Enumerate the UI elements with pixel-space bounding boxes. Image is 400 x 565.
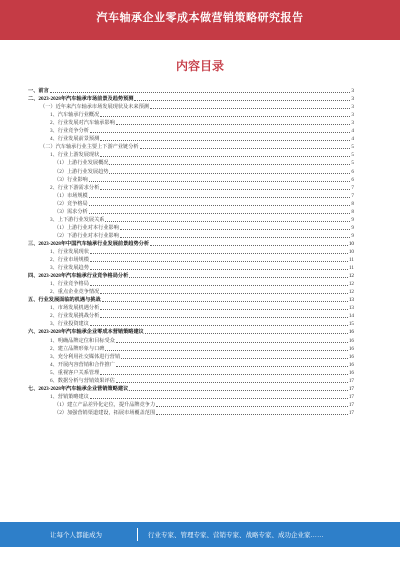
- footer-slogan-right: 行业专家、管理专家、营销专家、战略专家、成功企业家……: [148, 532, 324, 539]
- toc-entry-page: 3: [351, 112, 354, 119]
- toc-entry[interactable]: [28, 263, 354, 271]
- toc-entry-label: 四、2023-2028年汽车轴承行业竞争格局分析: [28, 273, 129, 280]
- toc-leader-dots: [116, 382, 348, 383]
- toc-entry-label: 2、行业发展对汽车轴承影响: [50, 120, 115, 127]
- toc-entry[interactable]: [28, 303, 354, 311]
- toc-entry-label: （2）下游行业对本行业影响: [54, 232, 119, 239]
- toc-entry-label: 2、建立品牌形象与口碑: [50, 345, 105, 352]
- toc-leader-dots: [100, 140, 350, 141]
- toc-entry-page: 5: [351, 160, 354, 167]
- toc-entry-page: 12: [348, 281, 354, 288]
- toc-entry[interactable]: [28, 142, 354, 150]
- toc-entry-label: 3、行业投资建议: [50, 321, 89, 328]
- toc-entry-page: 9: [351, 216, 354, 223]
- toc-entry-label: 4、行业发展前景预测: [50, 136, 100, 143]
- toc-entry[interactable]: [28, 175, 354, 183]
- toc-leader-dots: [109, 173, 350, 174]
- toc-entry-label: 1、行业竞争格局: [50, 281, 89, 288]
- toc-entry[interactable]: [28, 352, 354, 360]
- toc-entry-label: （3）需求分析: [54, 208, 88, 215]
- toc-leader-dots: [102, 301, 348, 302]
- toc-entry-page: 8: [351, 200, 354, 207]
- toc-title: 内容目录: [175, 59, 224, 73]
- toc-entry[interactable]: [28, 319, 354, 327]
- toc-entry-page: 7: [351, 192, 354, 199]
- toc-entry-label: （1）上游行业发展概况: [54, 160, 109, 167]
- toc-entry[interactable]: [28, 360, 354, 368]
- toc-entry[interactable]: [28, 150, 354, 158]
- toc-entry-label: 1、明确品牌定位和目标受众: [50, 337, 115, 344]
- toc-leader-dots: [116, 124, 351, 125]
- toc-entry-label: 五、行业发展面临的机遇与挑战: [28, 297, 101, 304]
- toc-entry[interactable]: [28, 231, 354, 239]
- toc-entry-label: 1、市场发展机遇分析: [50, 305, 100, 312]
- toc-entry-page: 12: [348, 289, 354, 296]
- toc-entry-page: 16: [348, 369, 354, 376]
- toc-leader-dots: [140, 148, 351, 149]
- toc-entry[interactable]: [28, 247, 354, 255]
- toc-entry-page: 15: [348, 321, 354, 328]
- toc-entry[interactable]: [28, 207, 354, 215]
- toc-entry-label: 一、前言: [28, 88, 49, 95]
- toc-entry-page: 16: [348, 361, 354, 368]
- toc-entry-label: （一）近年来汽车轴承市场发展现状及未来预测: [40, 104, 149, 111]
- toc-entry-label: 2、行业下游需求分析: [50, 184, 100, 191]
- toc-entry-page: 3: [351, 88, 354, 95]
- toc-leader-dots: [156, 406, 348, 407]
- toc-leader-dots: [100, 189, 350, 190]
- toc-entry-page: 17: [348, 385, 354, 392]
- toc-leader-dots: [145, 333, 348, 334]
- toc-leader-dots: [156, 414, 348, 415]
- toc-leader-dots: [90, 269, 348, 270]
- toc-entry[interactable]: [28, 392, 354, 400]
- toc-entry-page: 9: [351, 224, 354, 231]
- toc-entry-page: 17: [348, 393, 354, 400]
- toc-entry-label: 七、2023-2028年汽车轴承企业营销策略建议: [28, 385, 129, 392]
- toc-entry-label: （3）行业影响: [54, 176, 88, 183]
- toc-entry-page: 16: [348, 337, 354, 344]
- toc-entry[interactable]: [28, 166, 354, 174]
- toc-entry-page: 6: [351, 168, 354, 175]
- footer-banner: [0, 522, 400, 547]
- toc-entry[interactable]: [28, 384, 354, 392]
- toc-entry-page: 11: [349, 257, 354, 264]
- toc-leader-dots: [90, 132, 350, 133]
- toc-entry-page: 8: [351, 208, 354, 215]
- toc-entry-page: 3: [351, 96, 354, 103]
- toc-entry[interactable]: [28, 94, 354, 102]
- toc-entry-page: 4: [351, 128, 354, 135]
- toc-leader-dots: [50, 92, 351, 93]
- toc-entry-label: 4、开展内容营销和合作推广: [50, 361, 115, 368]
- toc-entry[interactable]: [28, 126, 354, 134]
- toc-entry-label: 3、行业发展趋势: [50, 265, 89, 272]
- toc-entry-page: 14: [348, 313, 354, 320]
- toc-leader-dots: [89, 205, 351, 206]
- toc-entry[interactable]: [28, 344, 354, 352]
- toc-leader-dots: [100, 293, 348, 294]
- toc-entry[interactable]: [28, 408, 354, 416]
- header-banner: [0, 0, 400, 40]
- toc-entry-label: （1）上游行业对本行业影响: [54, 224, 119, 231]
- toc-entry-label: （1）建立产品差异化定位，提升品牌竞争力: [54, 401, 156, 408]
- toc-entry[interactable]: [28, 110, 354, 118]
- toc-entry-label: 六、2023-2028年汽车轴承企业零成本营销策略建议: [28, 329, 144, 336]
- toc-entry-page: 10: [348, 248, 354, 255]
- toc-leader-dots: [90, 261, 348, 262]
- toc-leader-dots: [100, 317, 348, 318]
- toc-entry-page: 17: [348, 401, 354, 408]
- toc-leader-dots: [89, 213, 351, 214]
- toc-leader-dots: [116, 366, 348, 367]
- toc-leader-dots: [100, 374, 348, 375]
- toc-entry[interactable]: [28, 191, 354, 199]
- toc-entry-label: （2）竞争格局: [54, 200, 88, 207]
- toc-entry-page: 3: [351, 104, 354, 111]
- toc-entry[interactable]: [28, 223, 354, 231]
- toc-entry-label: 1、营销策略建议: [50, 393, 89, 400]
- toc-leader-dots: [129, 277, 348, 278]
- footer-slogan-left: 让每个人都能成为: [50, 532, 102, 539]
- toc-leader-dots: [120, 229, 351, 230]
- toc-entry-label: （2）上游行业发展趋势: [54, 168, 109, 175]
- toc-entry-page: 16: [348, 353, 354, 360]
- toc-entry[interactable]: [28, 255, 354, 263]
- toc-leader-dots: [121, 358, 348, 359]
- toc-entry[interactable]: [28, 376, 354, 384]
- toc-entry[interactable]: [28, 199, 354, 207]
- toc-leader-dots: [120, 237, 351, 238]
- toc-entry-page: 17: [348, 377, 354, 384]
- toc-entry-page: 17: [348, 409, 354, 416]
- toc-leader-dots: [150, 245, 348, 246]
- toc-leader-dots: [100, 156, 350, 157]
- toc-entry-label: 2、行业市场规模: [50, 257, 89, 264]
- toc-entry-page: 16: [348, 345, 354, 352]
- toc-entry[interactable]: [28, 102, 354, 110]
- toc-entry[interactable]: [28, 279, 354, 287]
- toc-entry-label: （1）市场规模: [54, 192, 88, 199]
- toc-leader-dots: [105, 350, 347, 351]
- toc-entry-page: 6: [351, 176, 354, 183]
- toc-entry-label: 2、行业发展挑战分析: [50, 313, 100, 320]
- toc-leader-dots: [109, 164, 350, 165]
- toc-entry-page: 4: [351, 136, 354, 143]
- toc-entry-label: 5、重视客户关系管理: [50, 369, 100, 376]
- toc-entry-label: 2、重点企业竞争情况: [50, 289, 100, 296]
- toc-entry[interactable]: [28, 134, 354, 142]
- toc-entry-page: 7: [351, 184, 354, 191]
- toc-entry[interactable]: [28, 271, 354, 279]
- toc-leader-dots: [90, 285, 348, 286]
- toc-entry-label: 二、2023-2028年汽车轴承市场前景及趋势预测: [28, 96, 134, 103]
- toc-entry-page: 5: [351, 144, 354, 151]
- toc-leader-dots: [105, 221, 350, 222]
- toc-leader-dots: [116, 342, 348, 343]
- table-of-contents: [28, 86, 354, 416]
- toc-leader-dots: [100, 309, 348, 310]
- toc-entry[interactable]: [28, 183, 354, 191]
- toc-leader-dots: [89, 181, 351, 182]
- toc-entry[interactable]: [28, 118, 354, 126]
- toc-entry-page: 12: [348, 273, 354, 280]
- toc-entry-label: 1、行业上游发展现状: [50, 152, 100, 159]
- toc-entry[interactable]: [28, 400, 354, 408]
- toc-entry-label: （二）汽车轴承行业主要上下游产业链分析: [40, 144, 139, 151]
- toc-entry-page: 16: [348, 329, 354, 336]
- toc-leader-dots: [150, 108, 350, 109]
- toc-entry[interactable]: [28, 215, 354, 223]
- toc-leader-dots: [100, 116, 350, 117]
- toc-entry-page: 5: [351, 152, 354, 159]
- toc-entry[interactable]: [28, 158, 354, 166]
- toc-entry[interactable]: [28, 327, 354, 335]
- toc-entry-label: 6、数据分析与营销效果评估: [50, 377, 115, 384]
- toc-entry-page: 10: [348, 240, 354, 247]
- toc-entry-page: 3: [351, 120, 354, 127]
- toc-entry[interactable]: [28, 335, 354, 343]
- toc-entry-label: 三、2023-2028年中国汽车轴承行业发展前景趋势分析: [28, 240, 150, 247]
- toc-leader-dots: [89, 197, 351, 198]
- toc-entry[interactable]: [28, 86, 354, 94]
- toc-entry[interactable]: [28, 368, 354, 376]
- toc-entry[interactable]: [28, 311, 354, 319]
- toc-entry-label: 1、行业发展现状: [50, 248, 89, 255]
- toc-entry-page: 9: [351, 232, 354, 239]
- toc-entry-label: （2）加强营销渠道建设，拓展市场覆盖范围: [54, 409, 156, 416]
- toc-entry-label: 3、充分利用社交媒体进行营销: [50, 353, 121, 360]
- toc-entry-label: 3、上下游行业发展关系: [50, 216, 105, 223]
- footer-divider: [137, 528, 138, 541]
- report-title: 汽车轴承企业零成本做营销策略研究报告: [96, 12, 304, 24]
- toc-leader-dots: [90, 398, 348, 399]
- toc-entry-label: 3、行业竞争分析: [50, 128, 89, 135]
- toc-entry[interactable]: [28, 239, 354, 247]
- toc-entry-label: 1、汽车轴承行业概况: [50, 112, 100, 119]
- toc-leader-dots: [129, 390, 348, 391]
- toc-leader-dots: [134, 100, 350, 101]
- toc-entry-page: 13: [348, 305, 354, 312]
- toc-leader-dots: [90, 253, 348, 254]
- toc-entry[interactable]: [28, 295, 354, 303]
- toc-entry-page: 13: [348, 297, 354, 304]
- toc-entry[interactable]: [28, 287, 354, 295]
- toc-leader-dots: [90, 325, 348, 326]
- toc-entry-page: 11: [349, 265, 354, 272]
